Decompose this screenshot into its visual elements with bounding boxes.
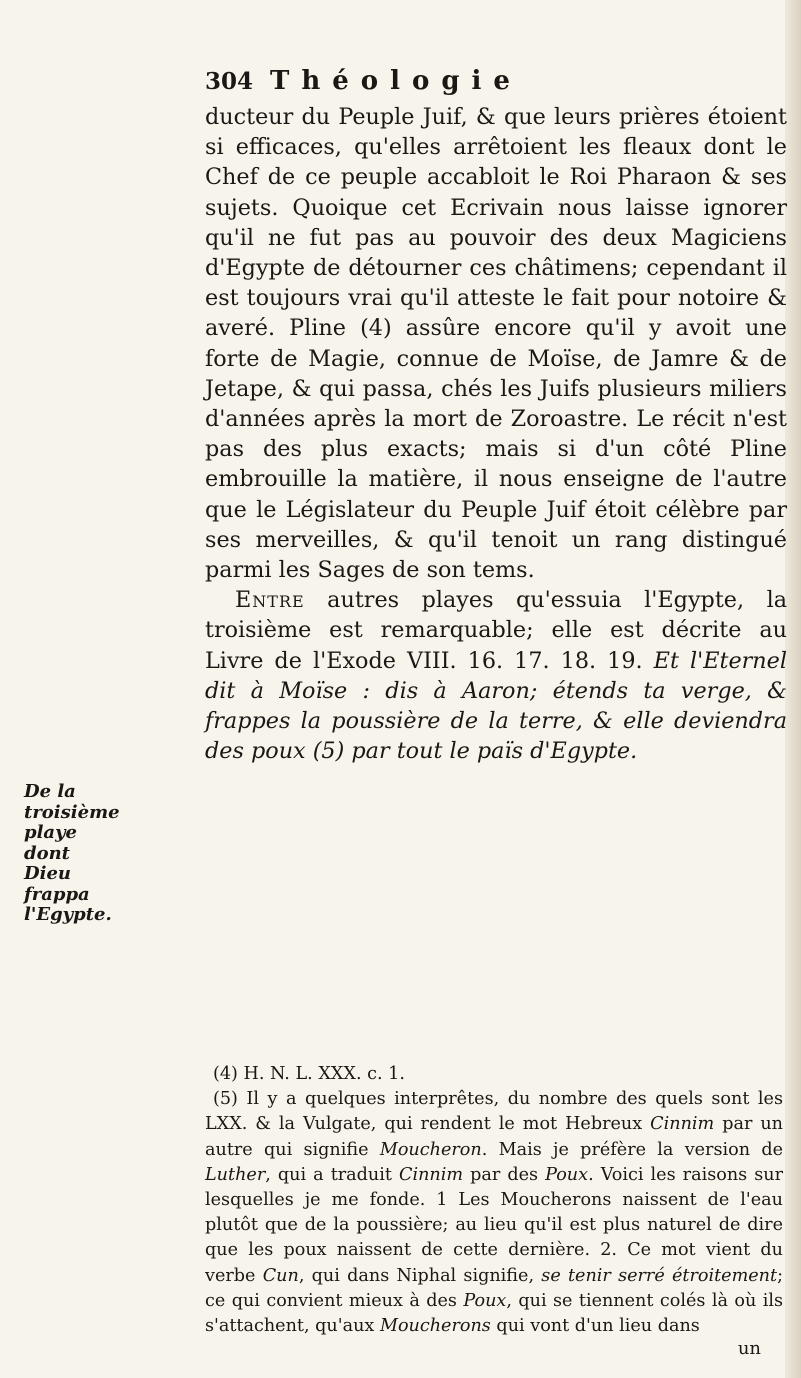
page-header <box>205 68 765 100</box>
footnote-5-text: (5) Il y a quelques interprêtes, du nombre des quels sont les LXX. & la Vulgate, qui rendent le mot Hebreux <box>205 1089 783 1135</box>
footnote-5-term: Cun <box>262 1265 299 1286</box>
footnote-5-term: Moucheron <box>379 1139 482 1160</box>
exodus-quote: Et l'Eternel dit à Moïse : dis à Aaron; étends ta verge, & frappes la poussière de la terre, & elle deviendra des poux (5) par tout le païs d'Egypte. <box>205 647 787 765</box>
footnote-5-term: Poux <box>463 1290 507 1311</box>
footnote-5-term: se tenir serré étroitement <box>541 1265 778 1286</box>
footnote-5-text: , qui a traduit <box>265 1164 400 1185</box>
footnote-5-text: par un autre qui signifie <box>205 1114 783 1160</box>
footnote-5 <box>205 1087 783 1339</box>
margin-note: De la troisième playe dont Dieu frappa l'Egypte. <box>24 781 120 925</box>
paragraph-2-lead: Entre <box>235 587 305 614</box>
paragraph-2 <box>205 585 787 766</box>
footnote-5-term: Cinnim <box>399 1164 464 1185</box>
footnote-5-term: Luther <box>205 1164 266 1185</box>
footnote-5-text: ; ce qui convient mieux à des <box>205 1265 784 1311</box>
footnotes <box>205 1062 783 1339</box>
catchword: un <box>737 1338 761 1359</box>
footnote-5-text: , qui dans Niphal signifie, <box>298 1265 542 1286</box>
footnote-5-term: Cinnim <box>650 1114 715 1135</box>
footnote-5-text: . Voici les raisons sur lesquelles je me fonde. 1 Les Moucherons naissent de l'eau plutôt que de la poussière; au lieu qu'il est plus naturel de dire que les poux naissent de cette dernière. 2. Ce mot vient du verbe <box>205 1164 783 1286</box>
footnote-5-text: . Mais je préfère la version de <box>481 1139 784 1160</box>
footnote-5-term: Poux <box>545 1164 589 1185</box>
running-title: Théologie <box>270 66 522 96</box>
footnote-5-text: qui vont d'un lieu dans <box>490 1316 700 1337</box>
page-number: 304 <box>205 68 254 95</box>
main-text <box>205 102 787 766</box>
footnote-5-text: par des <box>463 1164 546 1185</box>
footnote-5-text: , qui se tiennent colés là où ils s'attachent, qu'aux <box>205 1290 783 1337</box>
page-edge <box>785 0 801 1378</box>
paragraph-2-body: autres playes qu'essuia l'Egypte, la troisième est remarquable; elle est décrite au Livre de l'Exode VIII. 16. 17. 18. 19. <box>205 587 787 674</box>
footnote-5-term: Moucherons <box>379 1316 491 1337</box>
footnote-4: (4) H. N. L. XXX. c. 1. <box>213 1064 405 1084</box>
paragraph-1: ducteur du Peuple Juif, & que leurs prières étoient si efficaces, qu'elles arrêtoient les fleaux dont le Chef de ce peuple accabloit le Roi Pharaon & ses sujets. Quoique cet Ecrivain nous laisse ignorer qu'il ne fut pas au pouvoir des deux Magiciens d'Egypte de détourner ces châtimens; cependant il est toujours vrai qu'il atteste le fait pour notoire & averé. Pline (4) assûre encore qu'il y avoit une forte de Magie, connue de Moïse, de Jamre & de Jetape, & qui passa, chés les Juifs plusieurs miliers d'années après la mort de Zoroastre. Le récit n'est pas des plus exacts; mais si d'un côté Pline embrouille la matière, il nous enseigne de l'autre que le Législateur du Peuple Juif étoit célèbre par ses merveilles, & qu'il tenoit un rang distingué parmi les Sages de son tems. <box>205 104 787 584</box>
